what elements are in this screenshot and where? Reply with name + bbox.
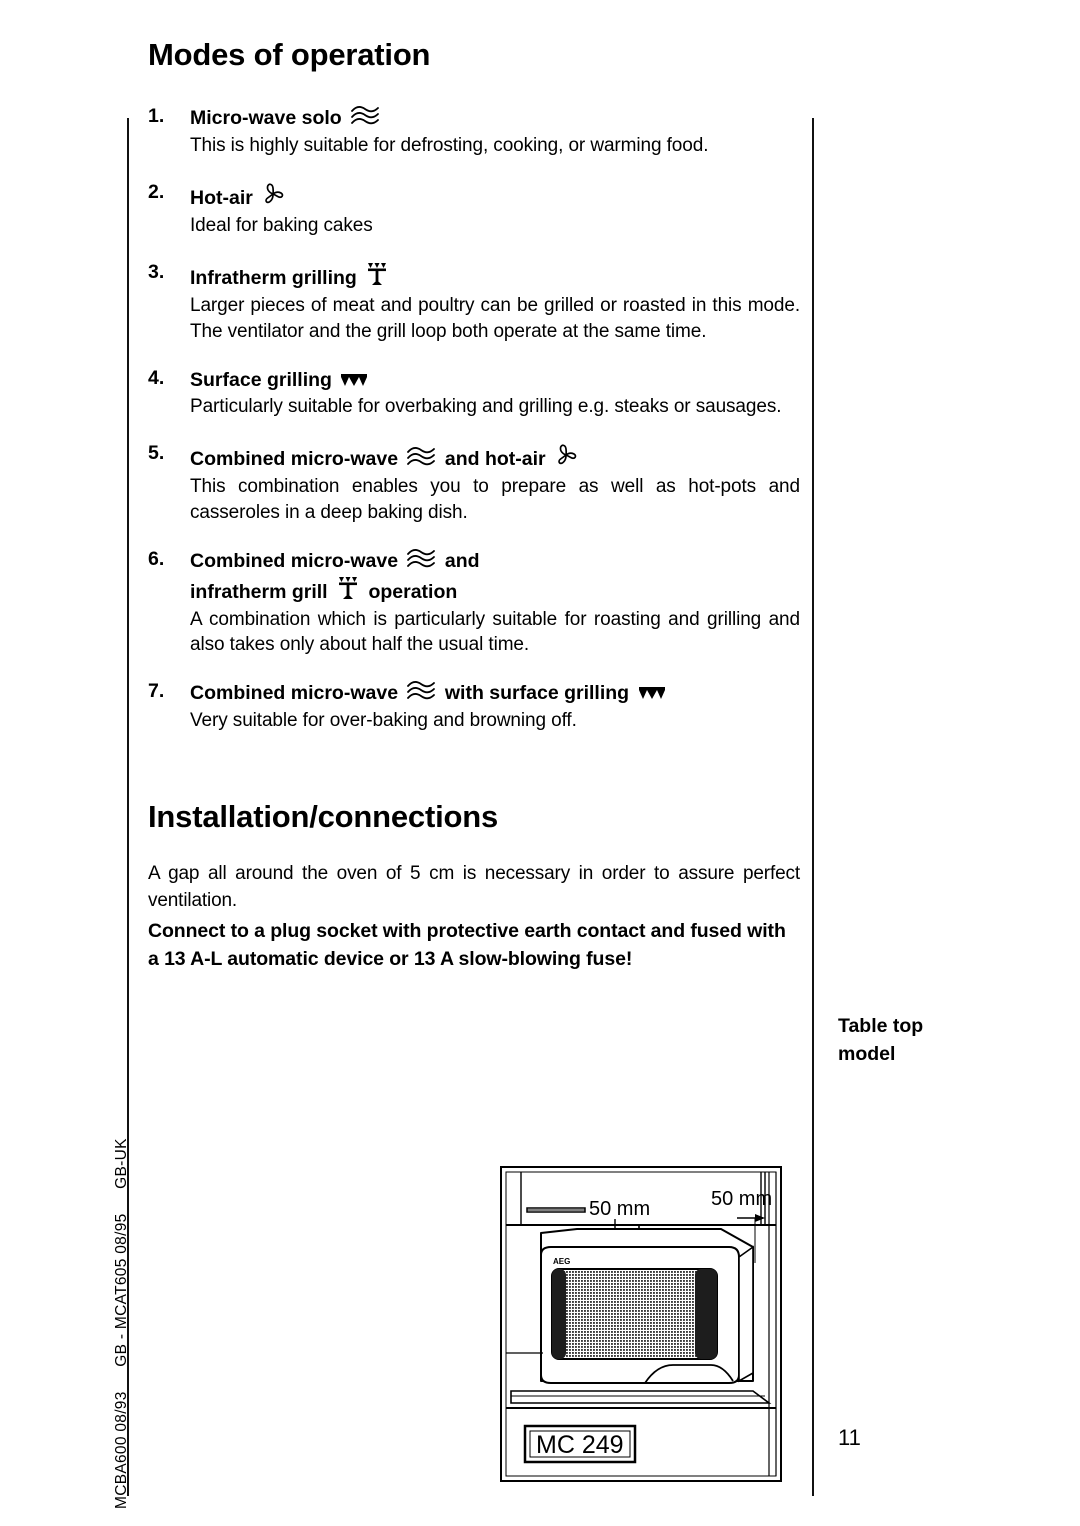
mode-number-7: 7. [148,680,165,703]
infratherm-grill-icon [365,261,389,287]
mode-body-6: A combination which is particularly suitable for roasting and grilling and also takes only about half the usual time. [190,608,800,656]
page-title-installation-connections: Installation/connections [148,799,499,834]
mode-item-2 [148,181,800,239]
microwave-icon [350,105,380,127]
margin-code-part-1: MCBA600 08/93 [113,1391,130,1509]
mode-heading-5 [190,442,800,473]
mode-item-7 [148,680,800,734]
hot-air-fan-icon [554,442,578,468]
mode-item-1 [148,105,800,159]
mode-heading-text-7b: with surface grilling [444,682,630,705]
table-top-model-clearance-diagram [497,1163,785,1485]
margin-code-part-3: GB-UK [113,1138,130,1189]
surface-grill-icon [638,686,666,702]
mode-heading-text-1: Micro-wave solo [190,107,342,130]
installation-paragraph: A gap all around the oven of 5 cm is necessary in order to assure perfect ventilation. [148,863,800,911]
mode-heading-text-5a: Combined micro-wave [190,448,399,471]
mode-item-5 [148,442,800,526]
side-caption-table-top-model [838,1013,1018,1068]
clearance-label-left: 50 mm [589,1198,651,1220]
right-column-rule [812,118,814,1496]
mode-body-1: This is highly suitable for defrosting, cooking, or warming food. [190,135,709,157]
page-title-modes-of-operation: Modes of operation [148,37,431,72]
mode-item-4 [148,367,800,421]
mode-body-3: Larger pieces of meat and poultry can be grilled or roasted in this mode. The ventilator and the grill loop both operate at the same time. [190,294,800,342]
mode-item-3 [148,261,800,345]
surface-grill-icon [340,373,368,389]
side-caption-line-2: model [838,1042,896,1065]
mode-heading-6-line2 [190,575,800,606]
mode-heading-text-7a: Combined micro-wave [190,682,399,705]
margin-code-part-2: GB - MCAT605 08/95 [113,1213,130,1367]
model-badge-label: MC 249 [536,1431,624,1459]
mode-body-4: Particularly suitable for overbaking and grilling e.g. steaks or sausages. [190,396,782,418]
margin-publication-code [113,1089,131,1509]
mode-heading-text-6c: infratherm grill [190,580,328,603]
mode-heading-4 [190,367,800,394]
mode-heading-text-4: Surface grilling [190,368,332,391]
mode-number-2: 2. [148,181,165,204]
installation-warning: Connect to a plug socket with protective earth contact and fused with a 13 A-L automatic device or 13 A slow-blowing fuse! [148,919,786,970]
mode-heading-text-3: Infratherm grilling [190,266,357,289]
microwave-icon [406,680,436,702]
page-number: 11 [838,1425,861,1450]
mode-heading-text-6b: and [444,549,480,572]
mode-heading-2 [190,181,800,212]
mode-body-7: Very suitable for over-baking and browning off. [190,710,577,732]
mode-heading-7 [190,680,800,707]
mode-number-6: 6. [148,547,165,570]
mode-number-1: 1. [148,105,165,128]
microwave-icon [406,548,436,570]
infratherm-grill-icon [336,575,360,601]
mode-heading-text-5b: and hot-air [444,448,546,471]
mode-number-5: 5. [148,442,165,465]
mode-heading-3 [190,261,800,292]
side-caption-line-1: Table top [838,1015,924,1037]
modes-list [148,105,800,734]
mode-heading-text-6a: Combined micro-wave [190,549,399,572]
mode-body-2: Ideal for baking cakes [190,215,373,237]
mode-heading-6 [190,548,800,606]
mode-number-4: 4. [148,366,165,389]
mode-heading-text-2: Hot-air [190,187,253,210]
mode-item-6 [148,548,800,658]
mode-number-3: 3. [148,260,165,283]
main-text-column [148,38,800,973]
clearance-label-right: 50 mm [711,1188,773,1210]
installation-section [148,800,800,973]
mode-heading-1 [190,105,800,132]
hot-air-fan-icon [261,181,285,207]
brand-mark: AEG [553,1257,571,1266]
mode-heading-text-6d: operation [368,580,458,603]
mode-body-5: This combination enables you to prepare as well as hot-pots and casseroles in a deep baking dish. [190,476,800,523]
microwave-icon [406,446,436,468]
